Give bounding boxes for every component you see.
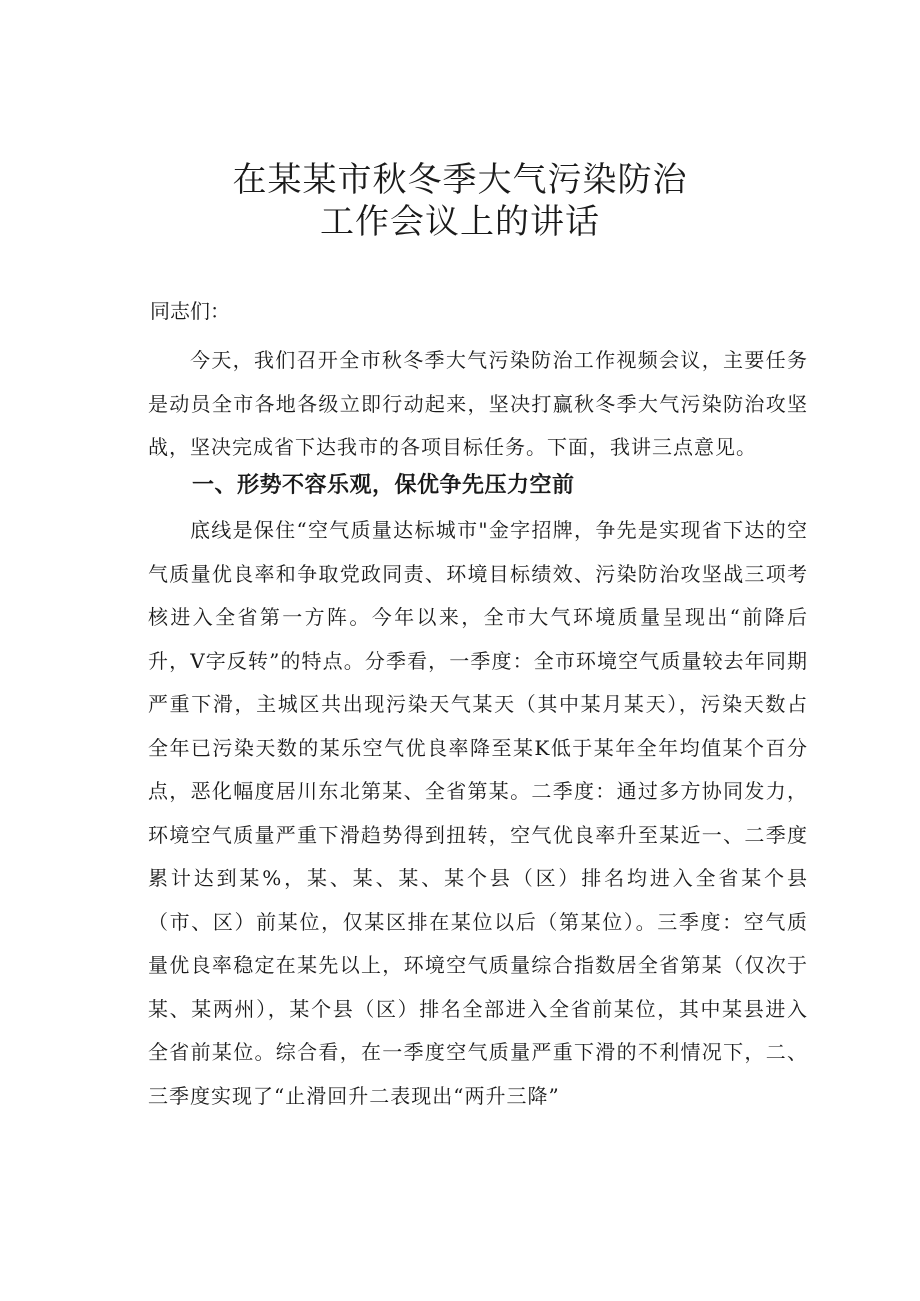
- document-title-line-1: 在某某市秋冬季大气污染防治: [232, 160, 688, 200]
- section-heading-1: 一、形势不容乐观，保优争先压力空前: [192, 473, 575, 498]
- salutation: 同志们：: [150, 299, 230, 323]
- paragraph-situation: 底线是保住“空气质量达标城市"金字招牌，争先是实现省下达的空气质量优良率和争取党政同责、环境目标绩效、污染防治攻坚战三项考核进入全省第一方阵。今年以来，全市大气环境质量呈现出“前降后升，V字反转”的特点。分季看，一季度：全市环境空气质量较去年同期严重下滑，主城区共出现污染天气某天（其中某月某天），污染天数占全年已污染天数的某乐空气优良率降至某K低于某年全年均值某个百分点，恶化幅度居川东北第某、全省第某。二季度：通过多方协同发力，环境空气质量严重下滑趋势得到扭转，空气优良率升至某近一、二季度累计达到某%，某、某、某、某个县（区）排名均进入全省某个县（市、区）前某位，仅某区排在某位以后（第某位）。三季度：空气质量优良率稳定在某先以上，环境空气质量综合指数居全省第某（仅次于某、某两州），某个县（区）排名全部进入全省前某位，其中某县进入全省前某位。综合看，在一季度空气质量严重下滑的不利情况下，二、三季度实现了“止滑回升二表现出“两升三降”: [148, 518, 808, 1108]
- paragraph-intro: 今天，我们召开全市秋冬季大气污染防治工作视频会议，主要任务是动员全市各地各级立即行动起来，坚决打赢秋冬季大气污染防治攻坚战，坚决完成省下达我市的各项目标任务。下面，我讲三点意见。: [148, 348, 808, 459]
- document-title-line-2: 工作会议上的讲话: [320, 202, 600, 242]
